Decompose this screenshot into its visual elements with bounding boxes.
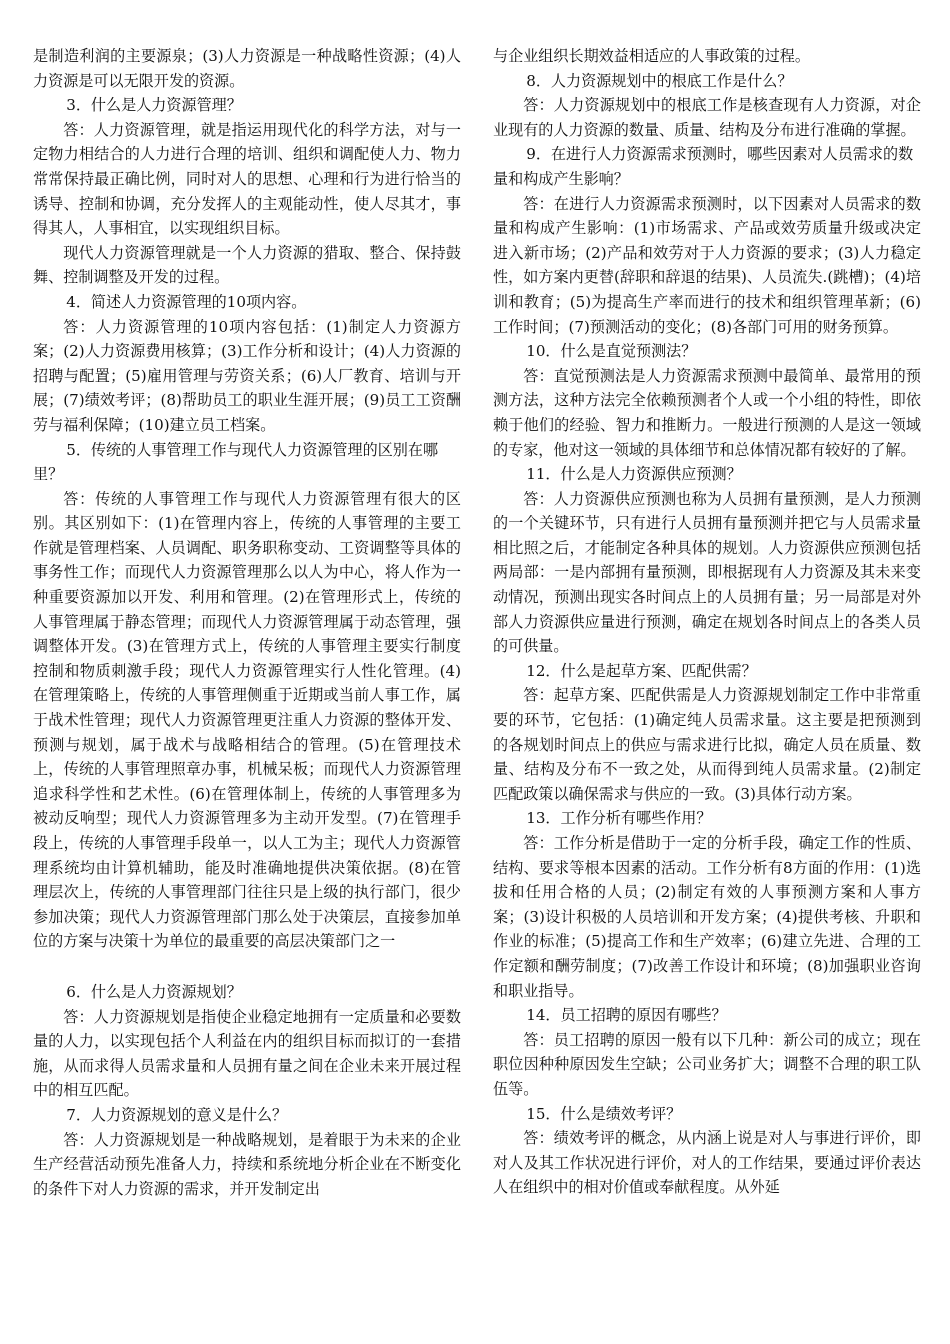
answer-paragraph: 答：工作分析是借助于一定的分析手段，确定工作的性质、结构、要求等根本因素的活动。工作分析有8方面的作用：(1)选拔和任用合格的人员；(2)制定有效的人事预测方案和人事方案；(3)设计积极的人员培训和开发方案；(4)提供考核、升职和作业的标准；(5)提高工作和生产效率；(6)建立先进、合理的工作定额和酬劳制度；(7)改善工作设计和环境；(8)加强职业咨询和职业指导。 bbox=[493, 834, 921, 1000]
answer-paragraph: 答：人力资源规划是指使企业稳定地拥有一定质量和必要数量的人力，以实现包括个人利益在内的组织目标而拟订的一套措施，从而求得人员需求量和人员拥有量之间在企业未来开展过程中的相互匹配。 bbox=[33, 1007, 461, 1100]
answer-paragraph: 答：直觉预测法是人力资源需求预测中最简单、最常用的预测方法，这种方法完全依赖预测者个人或一个小组的特性，即依赖于他们的经验、智力和推断力。一般进行预测的人是这一领域的专家，他对这一领域的具体细节和总体情况都有较好的了解。 bbox=[493, 366, 921, 459]
question-heading: 12．什么是起草方案、匹配供需？ bbox=[526, 661, 757, 680]
question-heading: 10．什么是直觉预测法？ bbox=[526, 342, 697, 361]
question-heading: 5．传统的人事管理工作与现代人力资源管理的区别在哪里？ bbox=[33, 440, 439, 484]
left-column bbox=[33, 44, 461, 1201]
right-column bbox=[493, 44, 921, 1200]
answer-paragraph: 答：人力资源管理的10项内容包括：(1)制定人力资源方案；(2)人力资源费用核算；(3)工作分析和设计；(4)人力资源的招聘与配置；(5)雇用管理与劳资关系；(6)人厂教育、培训与开展；(7)绩效考评；(8)帮助员工的职业生涯开展；(9)员工工资酬劳与福利保障；(10)建立员工档案。 bbox=[33, 317, 461, 434]
answer-paragraph: 答：员工招聘的原因一般有以下几种：新公司的成立；现在职位因种种原因发生空缺；公司业务扩大；调整不合理的职工队伍等。 bbox=[493, 1030, 921, 1098]
question-heading: 3．什么是人力资源管理？ bbox=[66, 96, 242, 115]
continuation-paragraph: 是制造利润的主要源泉；(3)人力资源是一种战略性资源；(4)人力资源是可以无限开发的资源。 bbox=[33, 47, 461, 90]
answer-paragraph: 现代人力资源管理就是一个人力资源的猎取、整合、保持鼓舞、控制调整及开发的过程。 bbox=[33, 243, 461, 287]
question-heading: 8．人力资源规划中的根底工作是什么？ bbox=[526, 71, 793, 90]
question-heading: 13．工作分析有哪些作用？ bbox=[526, 809, 712, 828]
question-heading: 6．什么是人力资源规划？ bbox=[66, 982, 242, 1001]
question-heading: 11．什么是人力资源供应预测？ bbox=[526, 465, 742, 484]
answer-paragraph: 答：人力资源规划中的根底工作是核查现有人力资源，对企业现有的人力资源的数量、质量、结构及分布进行准确的掌握。 bbox=[493, 96, 921, 139]
paragraph-gap bbox=[33, 954, 461, 980]
answer-paragraph: 答：人力资源供应预测也称为人员拥有量预测，是人力预测的一个关键环节，只有进行人员拥有量预测并把它与人员需求量相比照之后，才能制定各种具体的规划。人力资源供应预测包括两局部：一是内部拥有量预测，即根据现有人力资源及其未来变动情况，预测出现实各时间点上的人员拥有量；另一局部是对外部人力资源供应量进行预测，确定在规划各时间点上的各类人员的可供量。 bbox=[493, 489, 921, 656]
question-heading: 9．在进行人力资源需求预测时，哪些因素对人员需求的数量和构成产生影响？ bbox=[493, 145, 914, 188]
continuation-paragraph: 与企业组织长期效益相适应的人事政策的过程。 bbox=[493, 47, 810, 65]
question-heading: 14．员工招聘的原因有哪些？ bbox=[526, 1006, 727, 1025]
answer-paragraph: 答：传统的人事管理工作与现代人力资源管理有很大的区别。其区别如下：(1)在管理内容上，传统的人事管理的主要工作就是管理档案、人员调配、职务职称变动、工资调整等具体的事务性工作；而现代人力资源管理那么以人为中心，将人作为一种重要资源加以开发、利用和管理。(2)在管理形式上，传统的人事管理属于静态管理；而现代人力资源管理属于动态管理，强调整体开发。(3)在管理方式上，传统的人事管理主要实行制度控制和物质刺激手段；现代人力资源管理实行人性化管理。(4)在管理策略上，传统的人事管理侧重于近期或当前人事工作，属于战术性管理；现代人力资源管理更注重人力资源的整体开发、预测与规划，属于战术与战略相结合的管理。(5)在管理技术上，传统的人事管理照章办事，机械呆板；而现代人力资源管理追求科学性和艺术性。(6)在管理体制上，传统的人事管理多为被动反响型；现代人力资源管理多为主动开发型。(7)在管理手段上，传统的人事管理手段单一，以人工为主；现代人力资源管理系统均由计算机辅助，能及时准确地提供决策依据。(8)在管理层次上，传统的人事管理部门往往只是上级的执行部门，很少参加决策；现代人力资源管理部门那么处于决策层，直接参加单位的方案与决策十为单位的最重要的高层决策部门之一 bbox=[33, 489, 461, 951]
question-heading: 7．人力资源规划的意义是什么？ bbox=[66, 1105, 288, 1124]
question-heading: 4．简述人力资源管理的10项内容。 bbox=[66, 292, 307, 311]
answer-paragraph: 答：在进行人力资源需求预测时，以下因素对人员需求的数量和构成产生影响：(1)市场需求、产品或效劳质量升级或决定进入新市场；(2)产品和效劳对于人力资源的要求；(3)人力稳定性，如方案内更替(辞职和辞退的结果)、人员流失.(跳槽)；(4)培训和教育；(5)为提高生产率而进行的技术和组织管理革新；(6)工作时间；(7)预测活动的变化；(8)各部门可用的财务预算。 bbox=[493, 194, 921, 336]
answer-paragraph: 答：人力资源管理，就是指运用现代化的科学方法，对与一定物力相结合的人力进行合理的培训、组织和调配使人力、物力常常保持最正确比例，同时对人的思想、心理和行为进行恰当的诱导、控制和协调，充分发挥人的主观能动性，使人尽其才，事得其人，人事相宜，以实现组织目标。 bbox=[33, 120, 461, 238]
question-heading: 15．什么是绩效考评？ bbox=[526, 1104, 682, 1123]
answer-paragraph: 答：绩效考评的概念，从内涵上说是对人与事进行评价，即对人及其工作状况进行评价，对人的工作结果，要通过评价表达人在组织中的相对价值或奉献程度。从外延 bbox=[493, 1129, 921, 1197]
answer-paragraph: 答：人力资源规划是一种战略规划，是着眼于为未来的企业生产经营活动预先准备人力，持续和系统地分析企业在不断变化的条件下对人力资源的需求，并开发制定出 bbox=[33, 1130, 461, 1198]
answer-paragraph: 答：起草方案、匹配供需是人力资源规划制定工作中非常重要的环节，它包括：(1)确定纯人员需求量。这主要是把预测到的各规划时间点上的供应与需求进行比拟，确定人员在质量、数量、结构及分布不一致之处，从而得到纯人员需求量。(2)制定匹配政策以确保需求与供应的一致。(3)具体行动方案。 bbox=[493, 686, 921, 803]
